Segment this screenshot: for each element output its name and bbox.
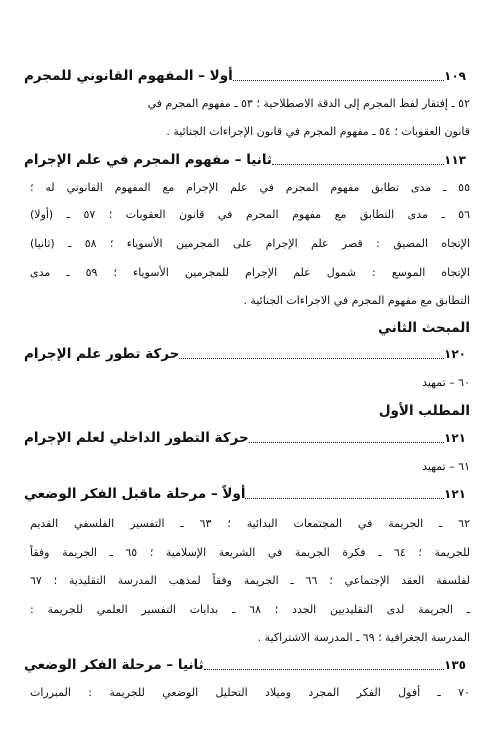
toc-subline: لفلسفة العقد الإجتماعي ؛ ٦٦ ـ الجريمة وفقاً لمذهب المدرسة التقليدية ؛ ٦٧: [30, 574, 470, 587]
section-heading: المبحث الثاني: [378, 320, 470, 336]
toc-subline: ٥٥ ـ مدى تطابق مفهوم المجرم في علم الإجرام مع المفهوم القانوني له ؛: [30, 181, 470, 194]
dot-leader: [233, 79, 444, 81]
toc-entry-page: ١٣٥: [444, 658, 466, 672]
toc-entry-title: ثانيا – مرحلة الفكر الوضعي: [24, 657, 204, 673]
toc-entry-title: أولاً – مرحلة ماقبل الفكر الوضعي: [24, 486, 246, 502]
toc-entry-title: أولا – المفهوم القانوني للمجرم: [24, 68, 233, 84]
toc-entry-page: ١٢١: [444, 487, 466, 501]
toc-entry-page: ١٢١: [444, 431, 466, 445]
toc-entry-page: ١١٣: [444, 153, 466, 167]
toc-subline: التطابق مع مفهوم المجرم في الاجراءات الجنائية .: [243, 294, 470, 307]
toc-subline: للجريمة ؛ ٦٤ ـ فكرة الجريمة في الشريعة الإسلامية ؛ ٦٥ ـ الجريمة وفقاً: [30, 546, 470, 559]
dot-leader: [245, 497, 444, 499]
dot-leader: [179, 357, 444, 359]
toc-subline: ٦٠ – تمهيد: [422, 376, 470, 389]
toc-subline: ٥٦ ـ مدى التطابق مع مفهوم المجرم في قانون العقوبات ؛ ٥٧ ـ (أولا): [30, 208, 470, 221]
toc-entry-title: ثانيا – مفهوم المجرم في علم الإجرام: [24, 152, 272, 168]
toc-entry-pre-positivist[interactable]: [18, 484, 470, 504]
toc-entry-evolution[interactable]: [18, 344, 470, 364]
toc-entry-positivist[interactable]: [18, 655, 470, 675]
toc-entry-page: ١٠٩: [444, 69, 466, 83]
toc-subline: ٦٢ ـ الجريمة في المجتمعات البدائية ؛ ٦٣ ـ التفسير الفلسفي القديم: [30, 517, 470, 530]
toc-subline: ٥٢ ـ إفتقار لفظ المجرم إلى الدقة الاصطلاحية ؛ ٥٣ ـ مفهوم المجرم في: [147, 97, 470, 110]
toc-entry-legal-concept[interactable]: [18, 66, 470, 86]
toc-entry-internal-evolution[interactable]: [18, 428, 470, 448]
toc-subline: ٦١ – تمهيد: [422, 460, 470, 473]
section-heading: المطلب الأول: [378, 403, 470, 419]
toc-subline: الإتجاه الموسع : شمول علم الإجرام للمجرمين الأسوياء ؛ ٥٩ ـ مدى: [30, 266, 470, 279]
dot-leader: [204, 668, 444, 670]
toc-entry-page: ١٢٠: [444, 347, 466, 361]
toc-subline: ـ الجريمة لدى التقليديين الجدد ؛ ٦٨ ـ بدايات التفسير العلمي للجريمة :: [30, 603, 470, 616]
toc-entry-title: حركة تطور علم الإجرام: [24, 346, 180, 362]
dot-leader: [272, 163, 444, 165]
dot-leader: [249, 441, 444, 443]
toc-subline: الإتجاه المضيق : قصر علم الإجرام على المجرمين الأسوياء ؛ ٥٨ ـ (ثانيا): [30, 237, 470, 250]
toc-subline: قانون العقوبات ؛ ٥٤ ـ مفهوم المجرم في قانون الإجراءات الجنائية .: [166, 125, 470, 138]
toc-entry-criminology-concept[interactable]: [18, 150, 470, 170]
toc-subline: ٧٠ ـ أفول الفكر المجرد وميلاد التحليل الوضعي للجريمة : المبررات: [30, 686, 470, 699]
toc-subline: المدرسة الجغرافية ؛ ٦٩ ـ المدرسة الاشتراكية .: [257, 631, 470, 644]
toc-entry-title: حركة التطور الداخلي لعلم الإجرام: [24, 430, 249, 446]
